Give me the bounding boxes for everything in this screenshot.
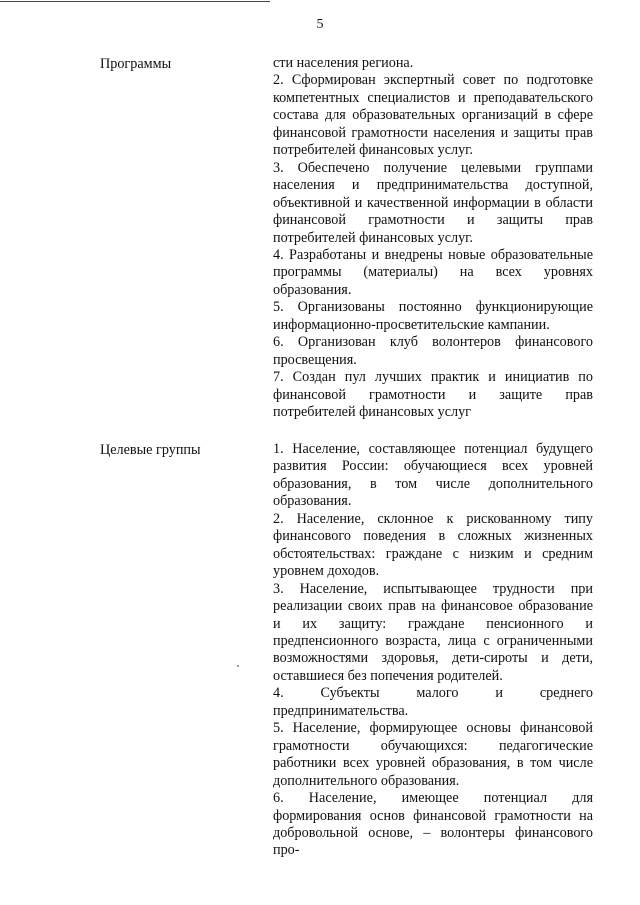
target-group-item: 6. Население, имеющее потенциал для формирования основ финансовой грамотности на добровольной основе, – волонтеры финансового про- (273, 790, 593, 859)
row-label-programs: Программы (100, 56, 172, 72)
programs-item: 5. Организованы постоянно функционирующие информационно-просветительские кампании. (273, 299, 593, 333)
target-group-item: 1. Население, составляющее потенциал будущего развития России: обучающиеся всех уровней образования, в том числе дополнительного образования. (273, 441, 593, 510)
programs-item: сти населения региона. (273, 55, 414, 71)
page-number: 5 (316, 17, 324, 32)
programs-items (273, 55, 593, 422)
programs-item: 6. Организован клуб волонтеров финансового просвещения. (273, 334, 593, 368)
target-group-item: 4. Субъекты малого и среднего предпринимательства. (273, 685, 593, 719)
target-group-item: 3. Население, испытывающее трудности при реализации своих прав на финансовое образование и их защиту: граждане пенсионного и предпенсионного возраста, лица с ограниченными возможностями здоровья, дети-сироты и дети, оставшиеся без попечения родителей. (273, 580, 593, 684)
programs-item: 3. Обеспечено получение целевыми группами населения и предпринимательства доступной, объективной и качественной информации в области финансовой грамотности и защиты прав потребителей финансовых услуг. (273, 159, 593, 246)
target-groups-items (273, 441, 593, 860)
programs-item: 4. Разработаны и внедрены новые образовательные программы (материалы) на всех уровнях образования. (273, 246, 593, 298)
programs-item: 7. Создан пул лучших практик и инициатив по финансовой грамотности и защите прав потребителей финансовых услуг (273, 369, 593, 421)
programs-item: 2. Сформирован экспертный совет по подготовке компетентных специалистов и преподавательского состава для образовательных организаций в сфере финансовой грамотности населения и защиты прав потребителей финансовых услуг. (273, 72, 593, 159)
scan-speck (237, 665, 239, 667)
row-label-target-groups: Целевые группы (100, 442, 201, 458)
target-group-item: 5. Население, формирующее основы финансовой грамотности обучающихся: педагогические работники всех уровней образования, в том числе дополнительного образования. (273, 720, 593, 789)
top-rule (0, 1, 270, 2)
target-group-item: 2. Население, склонное к рискованному типу финансового поведения в сложных жизненных обстоятельствах: граждане с низким и средним уровнем доходов. (273, 510, 593, 580)
